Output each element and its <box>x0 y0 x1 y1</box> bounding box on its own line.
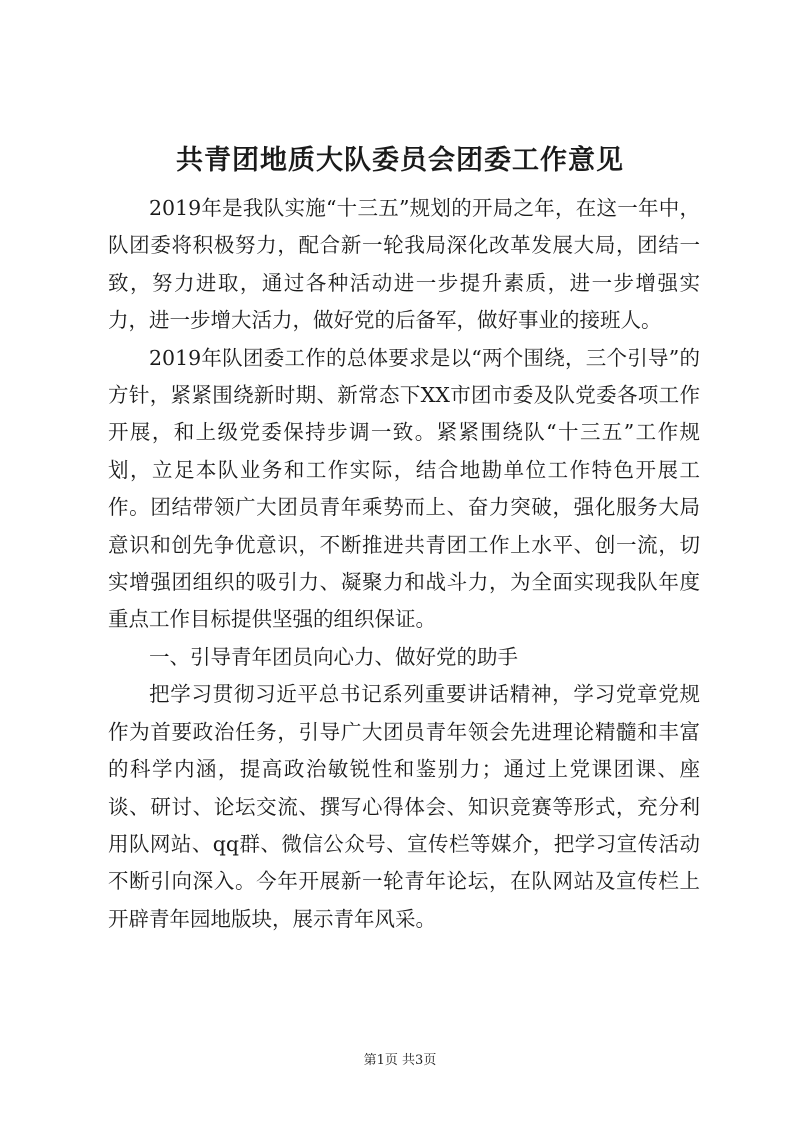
paragraph-section-1: 把学习贯彻习近平总书记系列重要讲话精神，学习党章党规作为首要政治任务，引导广大团员青年领会先进理论精髓和丰富的科学内涵，提高政治敏锐性和鉴别力；通过上党课团课、座谈、研讨、论坛交流、撰写心得体会、知识竞赛等形式，充分利用队网站、qq群、微信公众号、宣传栏等媒介，把学习宣传活动不断引向深入。今年开展新一轮青年论坛，在队网站及宣传栏上开辟青年园地版块，展示青年风采。 <box>108 682 700 931</box>
page-number-footer: 第1页 共3页 <box>363 1053 437 1068</box>
paragraph-intro: 2019年是我队实施“十三五”规划的开局之年，在这一年中，队团委将积极努力，配合新一轮我局深化改革发展大局，团结一致，努力进取，通过各种活动进一步提升素质，进一步增强实力，进一步增大活力，做好党的后备军，做好事业的接班人。 <box>108 196 700 333</box>
document-body <box>108 190 700 938</box>
section-heading-1: 一、引导青年团员向心力、做好党的助手 <box>149 644 518 669</box>
document-title: 共青团地质大队委员会团委工作意见 <box>176 145 624 176</box>
paragraph-requirements: 2019年队团委工作的总体要求是以“两个围绕，三个引导”的方针，紧紧围绕新时期、新常态下XX市团市委及队党委各项工作开展，和上级党委保持步调一致。紧紧围绕队“十三五”工作规划，立足本队业务和工作实际，结合地勘单位工作特色开展工作。团结带领广大团员青年乘势而上、奋力突破，强化服务大局意识和创先争优意识，不断推进共青团工作上水平、创一流，切实增强团组织的吸引力、凝聚力和战斗力，为全面实现我队年度重点工作目标提供坚强的组织保证。 <box>108 345 700 632</box>
